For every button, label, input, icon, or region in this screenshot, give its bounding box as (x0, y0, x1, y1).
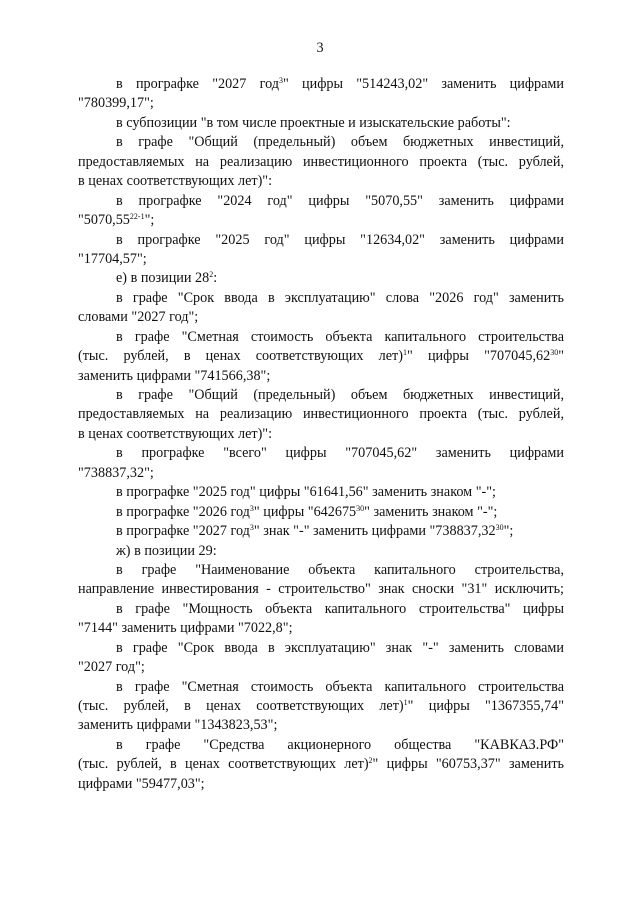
text-segment: е) в позиции 28 (116, 270, 210, 287)
text-segment: в графе "Наименование объекта капитального строительства, (116, 561, 564, 578)
text-segment: "; (144, 212, 155, 229)
footnote-mark: 30 (495, 523, 504, 533)
text-line (78, 367, 564, 386)
text-segment: в ценах соответствующих лет)": (78, 425, 273, 442)
text-line (78, 600, 564, 619)
footnote-mark: 2 (368, 756, 373, 766)
text-line (78, 211, 564, 230)
text-line (78, 444, 564, 463)
text-line (78, 231, 564, 250)
text-line (78, 697, 564, 716)
text-line (78, 386, 564, 405)
text-segment: "; (503, 523, 514, 540)
document-body (78, 75, 564, 794)
text-segment: (тыс. рублей, в ценах соответствующих лет) (78, 756, 369, 773)
text-line (78, 114, 564, 133)
text-line (78, 269, 564, 288)
page-number: 3 (316, 40, 324, 56)
text-segment: "5070,55 (78, 212, 130, 229)
text-segment: направление инвестирования - строительство" знак сноски "31" исключить; (78, 581, 564, 598)
text-line (78, 736, 564, 755)
text-line (78, 580, 564, 599)
text-line (78, 94, 564, 113)
text-line (78, 328, 564, 347)
text-segment: в графе "Срок ввода в эксплуатацию" слова "2026 год" заменить (116, 289, 564, 306)
text-segment: (тыс. рублей, в ценах соответствующих лет) (78, 348, 403, 365)
text-segment: в графе "Общий (предельный) объем бюджетных инвестиций, (116, 134, 564, 151)
text-segment: " (558, 348, 564, 365)
text-segment: " цифры "707045,62 (406, 348, 551, 365)
text-line (78, 464, 564, 483)
text-segment: словами "2027 год"; (78, 309, 199, 326)
text-segment: " цифры "1367355,74" (407, 698, 564, 714)
text-segment: в прографке "2026 год (116, 503, 250, 520)
footnote-mark: 2 (209, 270, 214, 280)
text-segment: в прографке "всего" цифры "707045,62" заменить цифрами (116, 445, 564, 462)
text-line (78, 75, 564, 94)
text-segment: в ценах соответствующих лет)": (78, 173, 273, 190)
text-line (78, 483, 564, 502)
footnote-mark: 1 (403, 698, 408, 707)
footnote-mark: 1 (402, 348, 407, 358)
text-segment: в графе "Общий (предельный) объем бюджетных инвестиций, (116, 387, 564, 403)
text-segment: в графе "Мощность объекта капитального строительства" цифры (116, 600, 564, 617)
text-segment: в прографке "2025 год" цифры "12634,02" заменить цифрами (116, 231, 564, 248)
text-segment: в графе "Сметная стоимость объекта капитального строительства (116, 328, 564, 345)
text-segment: " заменить знаком "-"; (364, 503, 498, 520)
footnote-mark: 3 (278, 76, 283, 85)
text-segment: " знак "-" заменить цифрами "738837,32 (253, 523, 496, 540)
text-line (78, 192, 564, 211)
text-segment: предоставляемых на реализацию инвестиционного проекта (тыс. рублей, (78, 153, 564, 170)
text-segment: в прографке "2025 год" цифры "61641,56" заменить знаком "-"; (116, 484, 496, 501)
text-line (78, 250, 564, 269)
text-line (78, 347, 564, 366)
text-segment: предоставляемых на реализацию инвестиционного проекта (тыс. рублей, (78, 406, 564, 423)
text-line (78, 619, 564, 638)
footnote-mark: 3 (249, 523, 254, 533)
text-segment: в прографке "2027 год (116, 523, 250, 540)
text-line (78, 561, 564, 580)
text-segment: "738837,32"; (78, 464, 154, 481)
text-line (78, 658, 564, 677)
text-line (78, 133, 564, 152)
text-line (78, 172, 564, 191)
text-segment: в графе "Сметная стоимость объекта капитального строительства (116, 678, 564, 695)
text-segment: "7144" заменить цифрами "7022,8"; (78, 620, 293, 637)
text-line (78, 716, 564, 735)
footnote-mark: 30 (356, 503, 365, 513)
footnote-mark: 30 (550, 348, 559, 358)
text-segment: заменить цифрами "1343823,53"; (78, 717, 278, 734)
text-segment: цифрами "59477,03"; (78, 775, 205, 792)
text-segment: "780399,17"; (78, 95, 154, 112)
text-line (78, 503, 564, 522)
text-segment: заменить цифрами "741566,38"; (78, 367, 271, 384)
text-segment: " цифры "514243,02" заменить цифрами (282, 76, 564, 92)
text-segment: в прографке "2027 год (116, 76, 279, 92)
text-line (78, 755, 564, 774)
text-line (78, 678, 564, 697)
footnote-mark: 22-1 (129, 212, 145, 222)
text-line (78, 775, 564, 794)
text-line (78, 153, 564, 172)
text-line (78, 289, 564, 308)
text-line (78, 542, 564, 561)
text-segment: ж) в позиции 29: (116, 542, 217, 559)
text-line (78, 639, 564, 658)
text-segment: в графе "Средства акционерного общества "КАВКАЗ.РФ" (116, 736, 564, 753)
text-segment: в графе "Срок ввода в эксплуатацию" знак "-" заменить словами (116, 639, 564, 656)
text-segment: в субпозиции "в том числе проектные и изыскательские работы": (116, 114, 511, 131)
text-segment: в прографке "2024 год" цифры "5070,55" заменить цифрами (116, 192, 564, 209)
text-line (78, 425, 564, 444)
text-segment: : (213, 270, 218, 287)
text-line (78, 308, 564, 327)
text-segment: (тыс. рублей, в ценах соответствующих лет) (78, 698, 404, 714)
footnote-mark: 3 (249, 503, 254, 513)
text-line (78, 522, 564, 541)
text-segment: "2027 год"; (78, 659, 145, 676)
text-segment: "17704,57"; (78, 250, 147, 267)
text-line (78, 405, 564, 424)
text-segment: " цифры "60753,37" заменить (372, 756, 564, 773)
text-segment: " цифры "642675 (253, 503, 357, 520)
